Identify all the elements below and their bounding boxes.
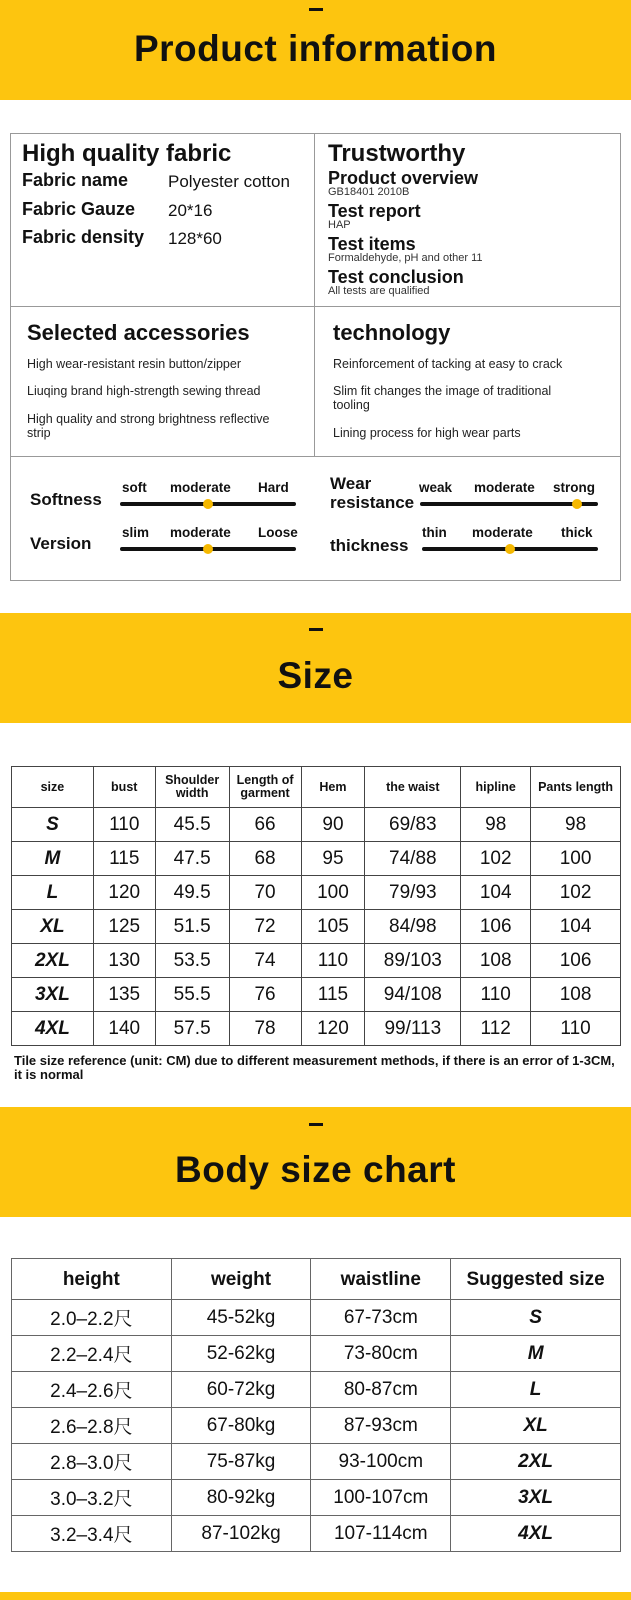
fabric-value: 20*16 (168, 201, 213, 220)
table-cell: 110 (301, 944, 365, 978)
scale-name: Wear (330, 474, 372, 493)
table-cell: 90 (301, 808, 365, 842)
fabric-value: 128*60 (168, 229, 222, 248)
table-cell: 2.4–2.6尺 (12, 1372, 172, 1408)
scale-tick: moderate (170, 525, 231, 540)
size-cell: 2XL (451, 1444, 621, 1480)
banner-dash (309, 1123, 323, 1126)
table-cell: 74/88 (365, 842, 461, 876)
table-cell: 53.5 (155, 944, 229, 978)
table-cell: 98 (531, 808, 621, 842)
column-header: Shoulder width (155, 767, 229, 808)
table-cell: 100 (301, 876, 365, 910)
fabric-value: Polyester cotton (168, 172, 290, 191)
column-header: bust (93, 767, 155, 808)
size-cell: 2XL (12, 944, 94, 978)
accessory-item: High quality and strong brightness reflective (27, 412, 270, 426)
column-header: waistline (311, 1259, 451, 1300)
column-header: the waist (365, 767, 461, 808)
accessory-item: strip (27, 426, 51, 440)
table-cell: 110 (531, 1012, 621, 1046)
table-cell: 67-80kg (171, 1408, 311, 1444)
table-cell: 120 (301, 1012, 365, 1046)
table-row (12, 876, 621, 910)
table-cell: 135 (93, 978, 155, 1012)
table-cell: 2.0–2.2尺 (12, 1300, 172, 1336)
size-cell: L (451, 1372, 621, 1408)
table-row (12, 1480, 621, 1516)
accessory-item: High wear-resistant resin button/zipper (27, 357, 241, 371)
size-cell: 3XL (12, 978, 94, 1012)
table-row (12, 1372, 621, 1408)
scale-tick: thick (561, 525, 593, 540)
table-cell: 3.0–3.2尺 (12, 1480, 172, 1516)
scale-tick: moderate (474, 480, 535, 495)
table-cell: 140 (93, 1012, 155, 1046)
table-cell: 115 (301, 978, 365, 1012)
table-cell: 93-100cm (311, 1444, 451, 1480)
table-cell: 102 (531, 876, 621, 910)
table-cell: 2.8–3.0尺 (12, 1444, 172, 1480)
scale-name: Version (30, 534, 92, 553)
trust-label: Test conclusion (328, 267, 464, 287)
table-cell: 107-114cm (311, 1516, 451, 1552)
size-cell: 4XL (451, 1516, 621, 1552)
size-cell: 4XL (12, 1012, 94, 1046)
table-cell: 125 (93, 910, 155, 944)
scale-tick: weak (419, 480, 453, 495)
trust-detail: All tests are qualified (328, 285, 430, 297)
size-cell: S (12, 808, 94, 842)
size-table (11, 766, 621, 1046)
fabric-label: Fabric name (22, 170, 129, 190)
table-cell: 80-87cm (311, 1372, 451, 1408)
trust-label: Test items (328, 234, 416, 254)
scale-level-dot (505, 544, 515, 554)
body-chart-banner (0, 1107, 631, 1217)
table-cell: 66 (229, 808, 301, 842)
table-cell: 100 (531, 842, 621, 876)
table-cell: 75-87kg (171, 1444, 311, 1480)
panel-divider (10, 456, 621, 457)
table-cell: 49.5 (155, 876, 229, 910)
trust-heading: Trustworthy (328, 140, 466, 167)
table-cell: 60-72kg (171, 1372, 311, 1408)
table-cell: 57.5 (155, 1012, 229, 1046)
table-cell: 76 (229, 978, 301, 1012)
table-cell: 51.5 (155, 910, 229, 944)
column-header: Hem (301, 767, 365, 808)
table-cell: 106 (531, 944, 621, 978)
panel-divider (314, 133, 315, 457)
table-cell: 100-107cm (311, 1480, 451, 1516)
table-cell: 94/108 (365, 978, 461, 1012)
section-title: Product information (133, 28, 498, 69)
trust-detail: HAP (328, 219, 351, 231)
table-row (12, 808, 621, 842)
bottom-banner (0, 1592, 631, 1600)
size-cell: XL (451, 1408, 621, 1444)
table-cell: 3.2–3.4尺 (12, 1516, 172, 1552)
scale-tick: soft (122, 480, 147, 495)
table-cell: 89/103 (365, 944, 461, 978)
scale-tick: thin (422, 525, 447, 540)
trust-label: Test report (328, 201, 421, 221)
table-row (12, 1408, 621, 1444)
table-cell: 87-93cm (311, 1408, 451, 1444)
table-row (12, 842, 621, 876)
table-cell: 112 (461, 1012, 531, 1046)
technology-item: tooling (333, 398, 370, 412)
scale-name: thickness (330, 536, 409, 555)
scale-name: Softness (30, 490, 102, 509)
scale-level-dot (203, 499, 213, 509)
table-cell: 104 (531, 910, 621, 944)
accessories-heading: Selected accessories (27, 320, 250, 345)
table-row (12, 1444, 621, 1480)
banner-dash (309, 628, 323, 631)
table-cell: 2.2–2.4尺 (12, 1336, 172, 1372)
table-row (12, 910, 621, 944)
trust-detail: GB18401 2010B (328, 186, 410, 198)
scale-name: resistance (330, 493, 415, 512)
scale-tick: moderate (170, 480, 231, 495)
size-cell: M (12, 842, 94, 876)
scale-tick: Loose (258, 525, 298, 540)
table-cell: 95 (301, 842, 365, 876)
fabric-heading: High quality fabric (22, 140, 232, 167)
column-header: hipline (461, 767, 531, 808)
table-cell: 78 (229, 1012, 301, 1046)
size-table-header (12, 767, 621, 808)
table-row (12, 978, 621, 1012)
table-row (12, 1012, 621, 1046)
table-cell: 102 (461, 842, 531, 876)
table-row (12, 1300, 621, 1336)
product-info-banner (0, 0, 631, 100)
technology-item: Slim fit changes the image of traditional (333, 384, 552, 398)
size-cell: L (12, 876, 94, 910)
body-size-table (11, 1258, 621, 1552)
table-cell: 110 (93, 808, 155, 842)
table-cell: 99/113 (365, 1012, 461, 1046)
size-cell: 3XL (451, 1480, 621, 1516)
panel-divider (10, 306, 621, 307)
trust-label: Product overview (328, 168, 479, 188)
scale-tick: Hard (258, 480, 289, 495)
column-header: Pants length (531, 767, 621, 808)
fabric-label: Fabric Gauze (22, 199, 136, 219)
table-cell: 73-80cm (311, 1336, 451, 1372)
scale-level-dot (572, 499, 582, 509)
size-note: Tile size reference (unit: CM) due to different measurement methods, if there is an error of 1-3CM, it is normal (14, 1053, 615, 1082)
body-table-header (12, 1259, 621, 1300)
scale-tick: moderate (472, 525, 533, 540)
table-cell: 108 (531, 978, 621, 1012)
table-cell: 45.5 (155, 808, 229, 842)
table-cell: 68 (229, 842, 301, 876)
table-row (12, 1336, 621, 1372)
table-cell: 55.5 (155, 978, 229, 1012)
scale-tick: slim (122, 525, 150, 540)
scale-tick: strong (553, 480, 595, 495)
table-cell: 70 (229, 876, 301, 910)
table-cell: 110 (461, 978, 531, 1012)
size-cell: XL (12, 910, 94, 944)
column-header: Length of garment (229, 767, 301, 808)
table-cell: 80-92kg (171, 1480, 311, 1516)
size-cell: M (451, 1336, 621, 1372)
column-header: size (12, 767, 94, 808)
scale-level-dot (203, 544, 213, 554)
banner-dash (309, 8, 323, 11)
table-cell: 98 (461, 808, 531, 842)
section-title: Body size chart (175, 1149, 456, 1190)
table-cell: 120 (93, 876, 155, 910)
section-title: Size (277, 655, 354, 696)
table-row (12, 1516, 621, 1552)
technology-item: Reinforcement of tacking at easy to crack (333, 357, 563, 371)
size-banner (0, 613, 631, 723)
table-cell: 108 (461, 944, 531, 978)
table-cell: 105 (301, 910, 365, 944)
column-header: Suggested size (451, 1259, 621, 1300)
table-cell: 106 (461, 910, 531, 944)
table-row (12, 944, 621, 978)
column-header: weight (171, 1259, 311, 1300)
column-header: height (12, 1259, 172, 1300)
table-cell: 2.6–2.8尺 (12, 1408, 172, 1444)
table-cell: 69/83 (365, 808, 461, 842)
table-cell: 47.5 (155, 842, 229, 876)
table-cell: 67-73cm (311, 1300, 451, 1336)
table-cell: 72 (229, 910, 301, 944)
accessory-item: Liuqing brand high-strength sewing thread (27, 384, 261, 398)
table-cell: 87-102kg (171, 1516, 311, 1552)
table-cell: 45-52kg (171, 1300, 311, 1336)
table-cell: 84/98 (365, 910, 461, 944)
table-cell: 52-62kg (171, 1336, 311, 1372)
table-cell: 104 (461, 876, 531, 910)
table-cell: 130 (93, 944, 155, 978)
table-cell: 79/93 (365, 876, 461, 910)
technology-item: Lining process for high wear parts (333, 426, 521, 440)
size-cell: S (451, 1300, 621, 1336)
fabric-label: Fabric density (22, 227, 145, 247)
trust-detail: Formaldehyde, pH and other 11 (328, 252, 483, 264)
technology-heading: technology (333, 320, 451, 345)
table-cell: 115 (93, 842, 155, 876)
table-cell: 74 (229, 944, 301, 978)
